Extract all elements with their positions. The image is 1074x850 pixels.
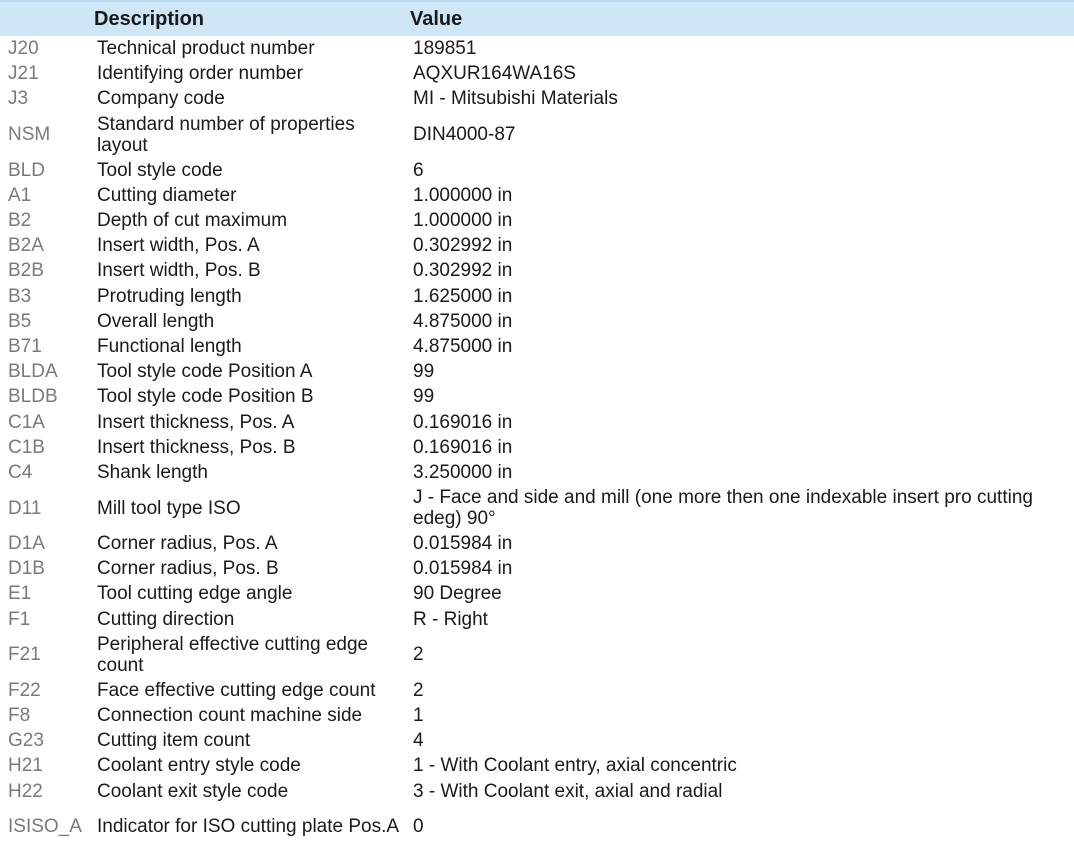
property-code: J21: [8, 63, 39, 85]
table-row: [0, 804, 1074, 850]
property-value: 0.169016 in: [413, 436, 513, 458]
property-value: 6: [413, 159, 424, 181]
property-code: F1: [8, 608, 31, 630]
property-code: B2B: [8, 260, 44, 282]
property-description: Corner radius, Pos. B: [97, 558, 279, 580]
property-value: 1.625000 in: [413, 285, 513, 307]
header-row: [0, 1, 1074, 36]
table-row: [0, 258, 1074, 283]
property-description: Protruding length: [97, 285, 242, 307]
property-description: Depth of cut maximum: [97, 210, 288, 232]
property-description: Coolant exit style code: [97, 780, 289, 802]
property-description: Shank length: [97, 461, 208, 483]
table-row: [0, 158, 1074, 183]
property-description: Technical product number: [97, 38, 315, 60]
property-code: BLDA: [8, 361, 58, 383]
table-row: [0, 728, 1074, 753]
property-code: B3: [8, 285, 32, 307]
property-code: BLDB: [8, 386, 58, 408]
property-code: C1A: [8, 411, 45, 433]
property-value: 0.015984 in: [413, 558, 513, 580]
property-value: 0.302992 in: [413, 260, 513, 282]
property-code: G23: [8, 730, 44, 752]
column-header-code: [0, 1, 92, 36]
property-description: Company code: [97, 88, 225, 110]
table-row: [0, 112, 1074, 158]
property-description: Insert thickness, Pos. A: [97, 411, 295, 433]
property-code: B2: [8, 210, 32, 232]
property-description: Coolant entry style code: [97, 755, 301, 777]
property-value: 3 - With Coolant exit, axial and radial: [413, 780, 723, 802]
property-value: J - Face and side and mill (one more then one indexable insert pro cutting edeg) 90°: [413, 487, 1033, 529]
property-description: Face effective cutting edge count: [97, 679, 376, 701]
table-row: [0, 36, 1074, 61]
property-code: F21: [8, 644, 41, 666]
property-code: D1B: [8, 558, 45, 580]
property-value: 0.169016 in: [413, 411, 513, 433]
property-value: 99: [413, 361, 435, 383]
property-value: R - Right: [413, 608, 488, 630]
property-description: Cutting diameter: [97, 184, 237, 206]
property-description: Insert width, Pos. A: [97, 235, 260, 257]
property-code: F22: [8, 679, 41, 701]
property-value: 3.250000 in: [413, 461, 513, 483]
table-row: [0, 435, 1074, 460]
property-description: Tool style code Position B: [97, 386, 314, 408]
table-row: [0, 531, 1074, 556]
property-code: E1: [8, 583, 32, 605]
property-value: 90 Degree: [413, 583, 502, 605]
table-row: [0, 208, 1074, 233]
table-row: [0, 183, 1074, 208]
property-value: 189851: [413, 38, 477, 60]
table-body: [0, 36, 1074, 850]
property-description: Tool style code: [97, 159, 223, 181]
property-code: ISISO_A: [8, 816, 82, 838]
property-value: 2: [413, 644, 424, 666]
property-code: D11: [8, 497, 42, 519]
column-header-description: Description: [94, 7, 205, 30]
property-code: D1A: [8, 533, 45, 555]
property-description: Tool style code Position A: [97, 361, 313, 383]
property-code: H21: [8, 755, 43, 777]
property-code: A1: [8, 184, 32, 206]
table-row: [0, 409, 1074, 434]
table-row: [0, 703, 1074, 728]
table-row: [0, 556, 1074, 581]
table-row: [0, 384, 1074, 409]
table-row: [0, 607, 1074, 632]
table-row: [0, 61, 1074, 86]
property-value: 0.302992 in: [413, 235, 513, 257]
property-description: Mill tool type ISO: [97, 497, 241, 519]
property-value: MI - Mitsubishi Materials: [413, 88, 618, 110]
property-value: 1.000000 in: [413, 210, 513, 232]
table-row: [0, 334, 1074, 359]
property-description: Standard number of properties layout: [97, 113, 355, 156]
property-description: Cutting item count: [97, 730, 251, 752]
property-code: J3: [8, 88, 29, 110]
table-row: [0, 284, 1074, 309]
property-code: H22: [8, 780, 43, 802]
property-code: NSM: [8, 124, 51, 146]
property-value: 99: [413, 386, 435, 408]
column-header-value: Value: [410, 7, 463, 30]
table-row: [0, 632, 1074, 678]
property-description: Insert width, Pos. B: [97, 260, 261, 282]
table-row: [0, 779, 1074, 804]
table-row: [0, 485, 1074, 531]
property-value: 2: [413, 679, 424, 701]
property-description: Overall length: [97, 310, 215, 332]
property-value: 1 - With Coolant entry, axial concentric: [413, 755, 737, 777]
property-description: Indicator for ISO cutting plate Pos.A: [97, 816, 400, 838]
property-value: 0.015984 in: [413, 533, 513, 555]
property-code: B71: [8, 335, 42, 357]
table-row: [0, 678, 1074, 703]
table-row: [0, 359, 1074, 384]
property-value: 4.875000 in: [413, 310, 513, 332]
property-description: Corner radius, Pos. A: [97, 533, 278, 555]
property-code: C4: [8, 461, 33, 483]
property-value: 1.000000 in: [413, 184, 513, 206]
property-code: J20: [8, 38, 39, 60]
property-description: Insert thickness, Pos. B: [97, 436, 296, 458]
property-value: 1: [413, 705, 424, 727]
property-description: Peripheral effective cutting edge count: [97, 633, 369, 676]
table-row: [0, 581, 1074, 606]
table-row: [0, 753, 1074, 778]
property-value: 4: [413, 730, 424, 752]
table-row: [0, 309, 1074, 334]
property-value: AQXUR164WA16S: [413, 63, 576, 85]
property-value: 0: [413, 816, 424, 838]
property-code: BLD: [8, 159, 45, 181]
property-value: DIN4000-87: [413, 124, 516, 146]
table-row: [0, 86, 1074, 111]
property-code: C1B: [8, 436, 45, 458]
property-description: Functional length: [97, 335, 242, 357]
property-value: 4.875000 in: [413, 335, 513, 357]
table-header: [0, 1, 1074, 36]
property-description: Connection count machine side: [97, 705, 363, 727]
property-code: B2A: [8, 235, 44, 257]
table-row: [0, 233, 1074, 258]
property-code: F8: [8, 705, 31, 727]
property-description: Tool cutting edge angle: [97, 583, 293, 605]
property-description: Cutting direction: [97, 608, 235, 630]
property-description: Identifying order number: [97, 63, 303, 85]
table-row: [0, 460, 1074, 485]
property-code: B5: [8, 310, 32, 332]
